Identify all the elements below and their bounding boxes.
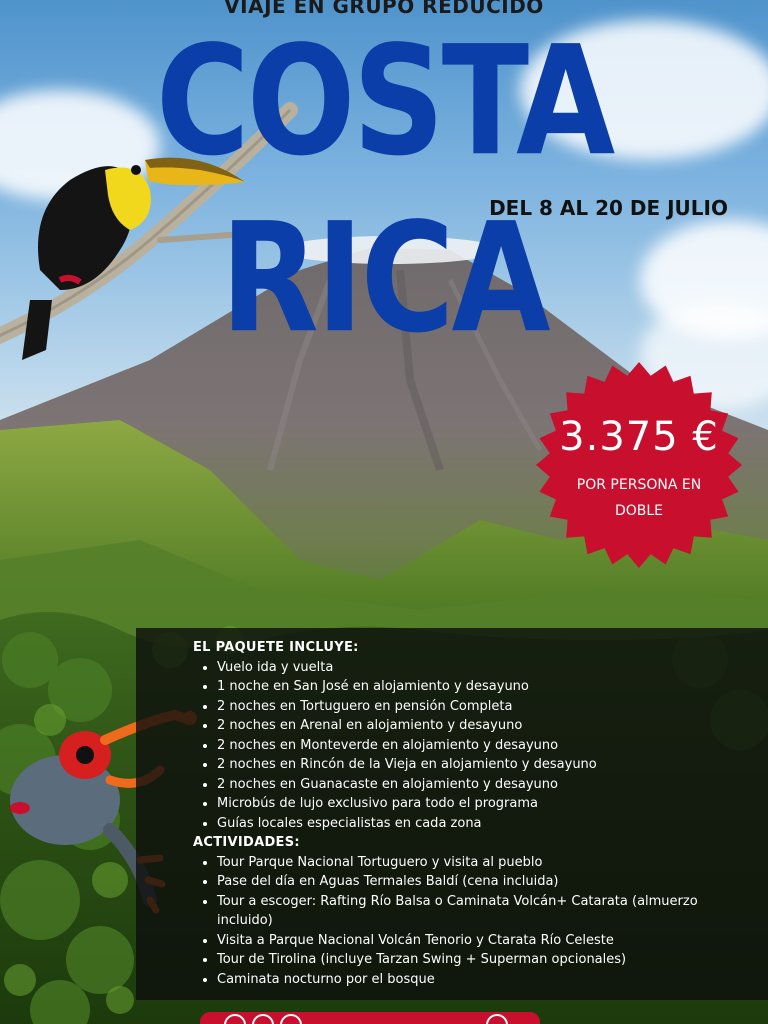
package-item: 2 noches en Guanacaste en alojamiento y desayuno (193, 775, 753, 795)
trip-type-kicker: VIAJE EN GRUPO REDUCIDO (224, 0, 544, 18)
page-title: COSTA RICA (155, 14, 613, 367)
activity-item: Tour a escoger: Rafting Río Balsa o Caminata Volcán+ Catarata (almuerzo incluido) (193, 892, 753, 931)
package-item: Vuelo ida y vuelta (193, 658, 753, 678)
activity-item: Caminata nocturno por el bosque (193, 970, 753, 990)
activity-item: Pase del día en Aguas Termales Baldí (cena incluida) (193, 872, 753, 892)
activity-item: Visita a Parque Nacional Volcán Tenorio y Ctarata Río Celeste (193, 931, 753, 951)
info-panel (136, 628, 768, 1000)
trip-dates: DEL 8 AL 20 DE JULIO (489, 196, 728, 220)
package-item: 2 noches en Rincón de la Vieja en alojamiento y desayuno (193, 755, 753, 775)
package-item: 2 noches en Tortuguero en pensión Completa (193, 697, 753, 717)
activity-item: Tour de Tirolina (incluye Tarzan Swing + Superman opcionales) (193, 950, 753, 970)
package-item: 2 noches en Monteverde en alojamiento y desayuno (193, 736, 753, 756)
package-list (193, 658, 753, 834)
starburst-shape (534, 360, 744, 570)
price-amount: 3.375 € (559, 414, 719, 460)
activities-list (193, 853, 753, 990)
activities-heading: ACTIVIDADES: (193, 835, 300, 850)
package-item: Guías locales especialistas en cada zona (193, 814, 753, 834)
activity-item: Tour Parque Nacional Tortuguero y visita al pueblo (193, 853, 753, 873)
package-item: Microbús de lujo exclusivo para todo el programa (193, 794, 753, 814)
price-badge (534, 360, 744, 570)
info-panel-content (193, 638, 753, 989)
package-item: 2 noches en Arenal en alojamiento y desayuno (193, 716, 753, 736)
price-note: POR PERSONA EN DOBLE (576, 477, 702, 519)
package-item: 1 noche en San José en alojamiento y desayuno (193, 677, 753, 697)
package-heading: EL PAQUETE INCLUYE: (193, 640, 359, 655)
